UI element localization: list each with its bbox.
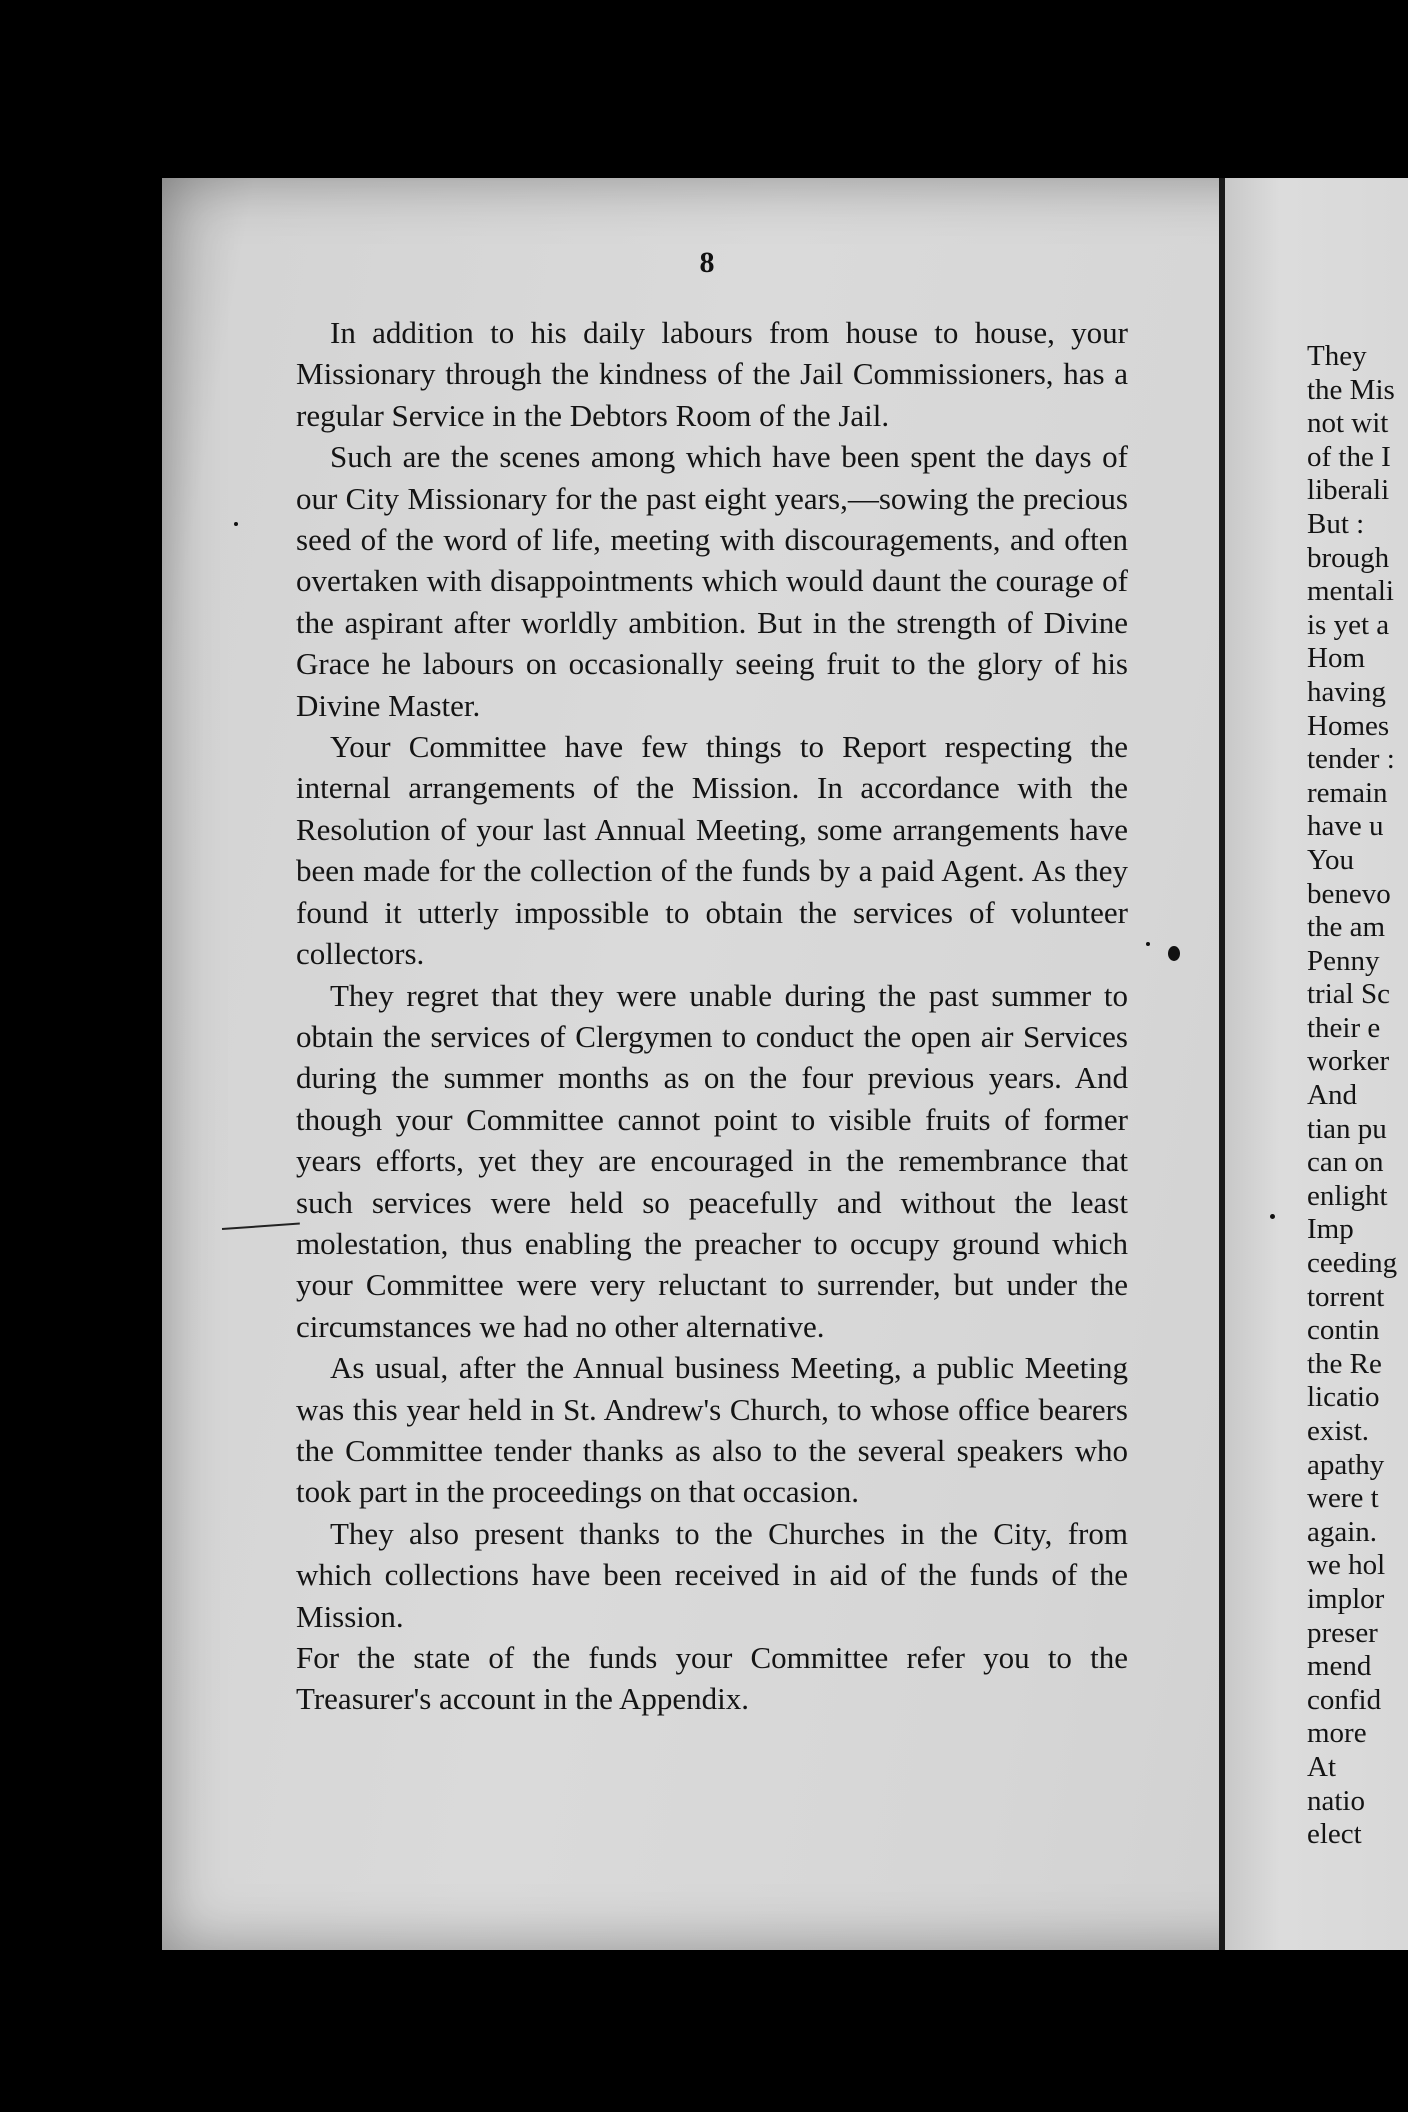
right-page-line: their e bbox=[1307, 1011, 1381, 1044]
right-page-line: liberali bbox=[1307, 474, 1390, 507]
right-page-line: Homes bbox=[1307, 709, 1390, 742]
paragraph-open-air-services: They regret that they were unable during the past summer to obtain the services of Clergymen to conduct the open air Services during the summer months as on the four previous years. And though your Committee cannot point to visible fruits of former years efforts, yet they are encouraged in the remembrance that such services were held so peacefully and without the least molestation, thus enabling the preacher to occupy ground which your Committee were very reluctant to surrender, but under the circumstances we had no other alternative. bbox=[296, 977, 1128, 1344]
right-page-line: the am bbox=[1307, 911, 1386, 944]
right-page-line: trial Sc bbox=[1307, 978, 1390, 1011]
right-page-line: exist. bbox=[1307, 1415, 1370, 1447]
paragraph-internal-arrangements: Your Committee have few things to Report respecting the internal arrangements of the Mission. In accordance with the Resolution of your last Annual Meeting, some arrangements have been made for the collection of the funds by a paid Agent. As they found it utterly impossible to obtain the services of volunteer collectors. bbox=[296, 729, 1128, 972]
right-page-line: implor bbox=[1307, 1582, 1385, 1615]
right-page-line: At bbox=[1307, 1750, 1336, 1783]
right-page-line: But : bbox=[1307, 507, 1365, 540]
right-page-line: of the I bbox=[1307, 440, 1391, 473]
right-page-line: can on bbox=[1307, 1146, 1384, 1179]
right-page-line: the Mis bbox=[1307, 373, 1395, 406]
right-page-line: preser bbox=[1307, 1616, 1378, 1649]
paragraph-jail-service: In addition to his daily labours from house to house, your Missionary through the kindness of the Jail Commissioners, has a regular Service in the Debtors Room of the Jail. bbox=[296, 315, 1128, 433]
right-page-line: we hol bbox=[1307, 1549, 1386, 1582]
paragraph-church-thanks: They also present thanks to the Churches in the City, from which collections have been received in aid of the funds of the Mission. bbox=[296, 1515, 1128, 1634]
page-number: 8 bbox=[699, 246, 715, 279]
right-page-line: tender : bbox=[1307, 743, 1395, 776]
right-page-line: Hom bbox=[1307, 642, 1365, 675]
right-page-line: You bbox=[1307, 843, 1355, 876]
right-page-line: benevo bbox=[1307, 877, 1391, 910]
right-page-line: confid bbox=[1307, 1683, 1382, 1716]
right-page-line: mentali bbox=[1307, 575, 1394, 608]
right-page-line: not wit bbox=[1307, 407, 1389, 440]
right-page-line: have u bbox=[1307, 810, 1384, 843]
right-page-line: Imp bbox=[1307, 1213, 1354, 1246]
right-page-line: contin bbox=[1307, 1314, 1380, 1347]
right-page-line: tian pu bbox=[1307, 1112, 1387, 1145]
ink-speck bbox=[1146, 942, 1150, 946]
right-page-line: Penny bbox=[1307, 944, 1380, 977]
right-page-line: remain bbox=[1307, 776, 1388, 809]
right-page-line: is yet a bbox=[1307, 608, 1390, 641]
right-page-line: apathy bbox=[1307, 1448, 1385, 1481]
right-page-line: torrent bbox=[1307, 1280, 1385, 1313]
right-page-line: were t bbox=[1307, 1482, 1379, 1515]
right-page-line: more bbox=[1307, 1717, 1367, 1750]
paragraph-public-meeting: As usual, after the Annual business Meeting, a public Meeting was this year held in St. Andrew's Church, to whose office bearers the Committee tender thanks as also to the several speakers who took part in the proceedings on that occasion. bbox=[296, 1350, 1128, 1510]
paragraph-missionary-scenes: Such are the scenes among which have been spent the days of our City Missionary for the past eight years,—sowing the precious seed of the word of life, meeting with discouragements, and often overtaken with disappointments which would daunt the courage of the aspirant after worldly ambition. But in the strength of Divine Grace he labours on occasionally seeing fruit to the glory of his Divine Master. bbox=[296, 439, 1128, 723]
ink-blot bbox=[1168, 946, 1180, 961]
ink-speck bbox=[234, 522, 238, 526]
right-page-line: ceeding bbox=[1307, 1247, 1398, 1280]
right-page-line: worker bbox=[1307, 1045, 1390, 1078]
paragraph-funds-state: For the state of the funds your Committee refer you to the Treasurer's account in the Appendix. bbox=[296, 1640, 1128, 1717]
right-page-line: having bbox=[1307, 675, 1386, 708]
right-page-line: licatio bbox=[1307, 1381, 1380, 1414]
right-page-line: elect bbox=[1307, 1818, 1362, 1851]
right-page-text-fragment bbox=[1307, 340, 1408, 1852]
left-page-text bbox=[296, 312, 1128, 1720]
right-page-line: the Re bbox=[1307, 1347, 1382, 1380]
right-page-line: And bbox=[1307, 1079, 1357, 1112]
right-page-line: They bbox=[1307, 340, 1367, 372]
right-page-line: again. bbox=[1307, 1515, 1378, 1548]
right-page-line: enlight bbox=[1307, 1179, 1388, 1212]
ink-speck bbox=[1270, 1214, 1275, 1219]
right-page-line: natio bbox=[1307, 1784, 1365, 1817]
right-page-line: brough bbox=[1307, 541, 1390, 574]
right-page-line: mend bbox=[1307, 1650, 1372, 1683]
